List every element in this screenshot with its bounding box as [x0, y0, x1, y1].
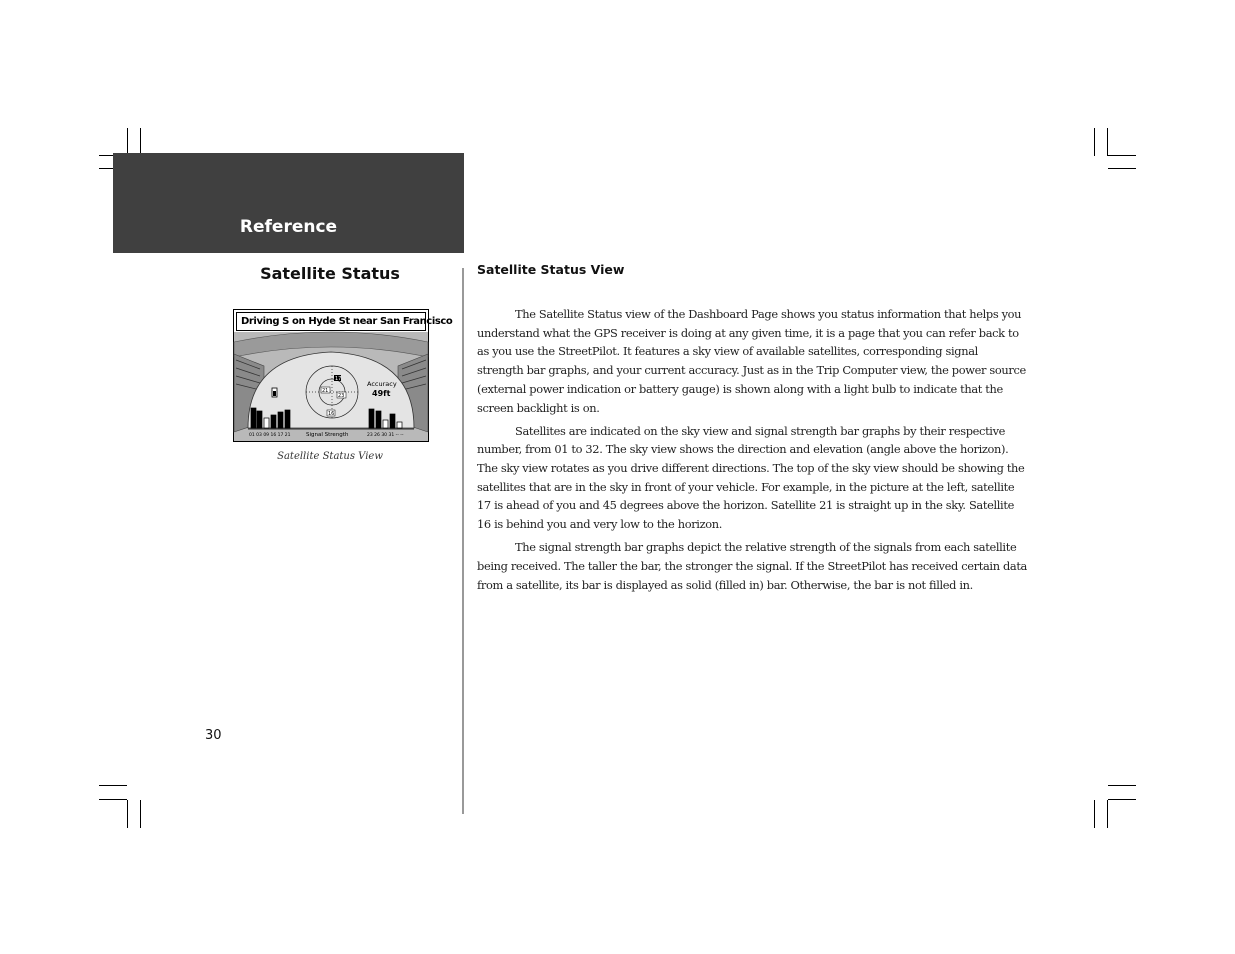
paragraph: Satellites are indicated on the sky view and signal strength bar graphs by their respective number, from 01 to 32. The sky view shows the direction and elevation (angle above the horizon). The sky view rotates as you drive different directions. The top of the sky view should be showing the satellites that are in the sky in front of your vehicle. For example, in the picture at the left, satellite 17 is ahead of you and 45 degrees above the horizon. Satellite 21 is straight up in the sky. Satellite 16 is behind you and very low to the horizon. — [477, 423, 1025, 532]
body-text — [477, 305, 1027, 599]
battery-icon — [272, 388, 277, 397]
paragraph: The signal strength bar graphs depict the relative strength of the signals from each satellite being received. The taller the bar, the stronger the signal. If the StreetPilot has received certain data from a satellite, its bar is displayed as solid (filled in) bar. Otherwise, the bar is not filled in. — [477, 540, 1028, 592]
column-divider — [462, 268, 464, 814]
section-header-band — [113, 153, 464, 253]
satellite-status-screenshot — [233, 309, 453, 442]
sat-16: 16 — [328, 411, 335, 417]
accuracy-value: 49ft — [372, 389, 391, 398]
sat-23: 23 — [338, 393, 345, 399]
accuracy-label: Accuracy — [367, 380, 397, 388]
left-satellite-numbers: 01 03 09 16 17 21 — [249, 433, 291, 438]
section-heading: Satellite Status View — [477, 262, 625, 277]
page-number: 30 — [205, 728, 222, 743]
route-banner: Driving S on Hyde St near San Francisco — [236, 312, 426, 331]
sat-21: 21 — [322, 388, 329, 394]
right-satellite-numbers: 23 26 30 31 -- -- — [367, 433, 404, 438]
figure-caption: Satellite Status View — [277, 451, 383, 462]
sat-17: 17 — [335, 376, 342, 382]
signal-strength-label: Signal Strength — [306, 432, 349, 438]
section-title: Reference — [239, 217, 338, 237]
sidebar-title: Satellite Status — [260, 264, 400, 283]
dashboard-graphic — [234, 332, 428, 441]
paragraph: The Satellite Status view of the Dashboard Page shows you status information that helps you understand what the GPS receiver is doing at any given time, it is a page that you can refer back to as you use the StreetPilot. It features a sky view of available satellites, corresponding signal strength bar graphs, and your current accuracy. Just as in the Trip Computer view, the power source (external power indication or battery gauge) is shown along with a light bulb to indicate that the screen backlight is on. — [477, 307, 1026, 415]
